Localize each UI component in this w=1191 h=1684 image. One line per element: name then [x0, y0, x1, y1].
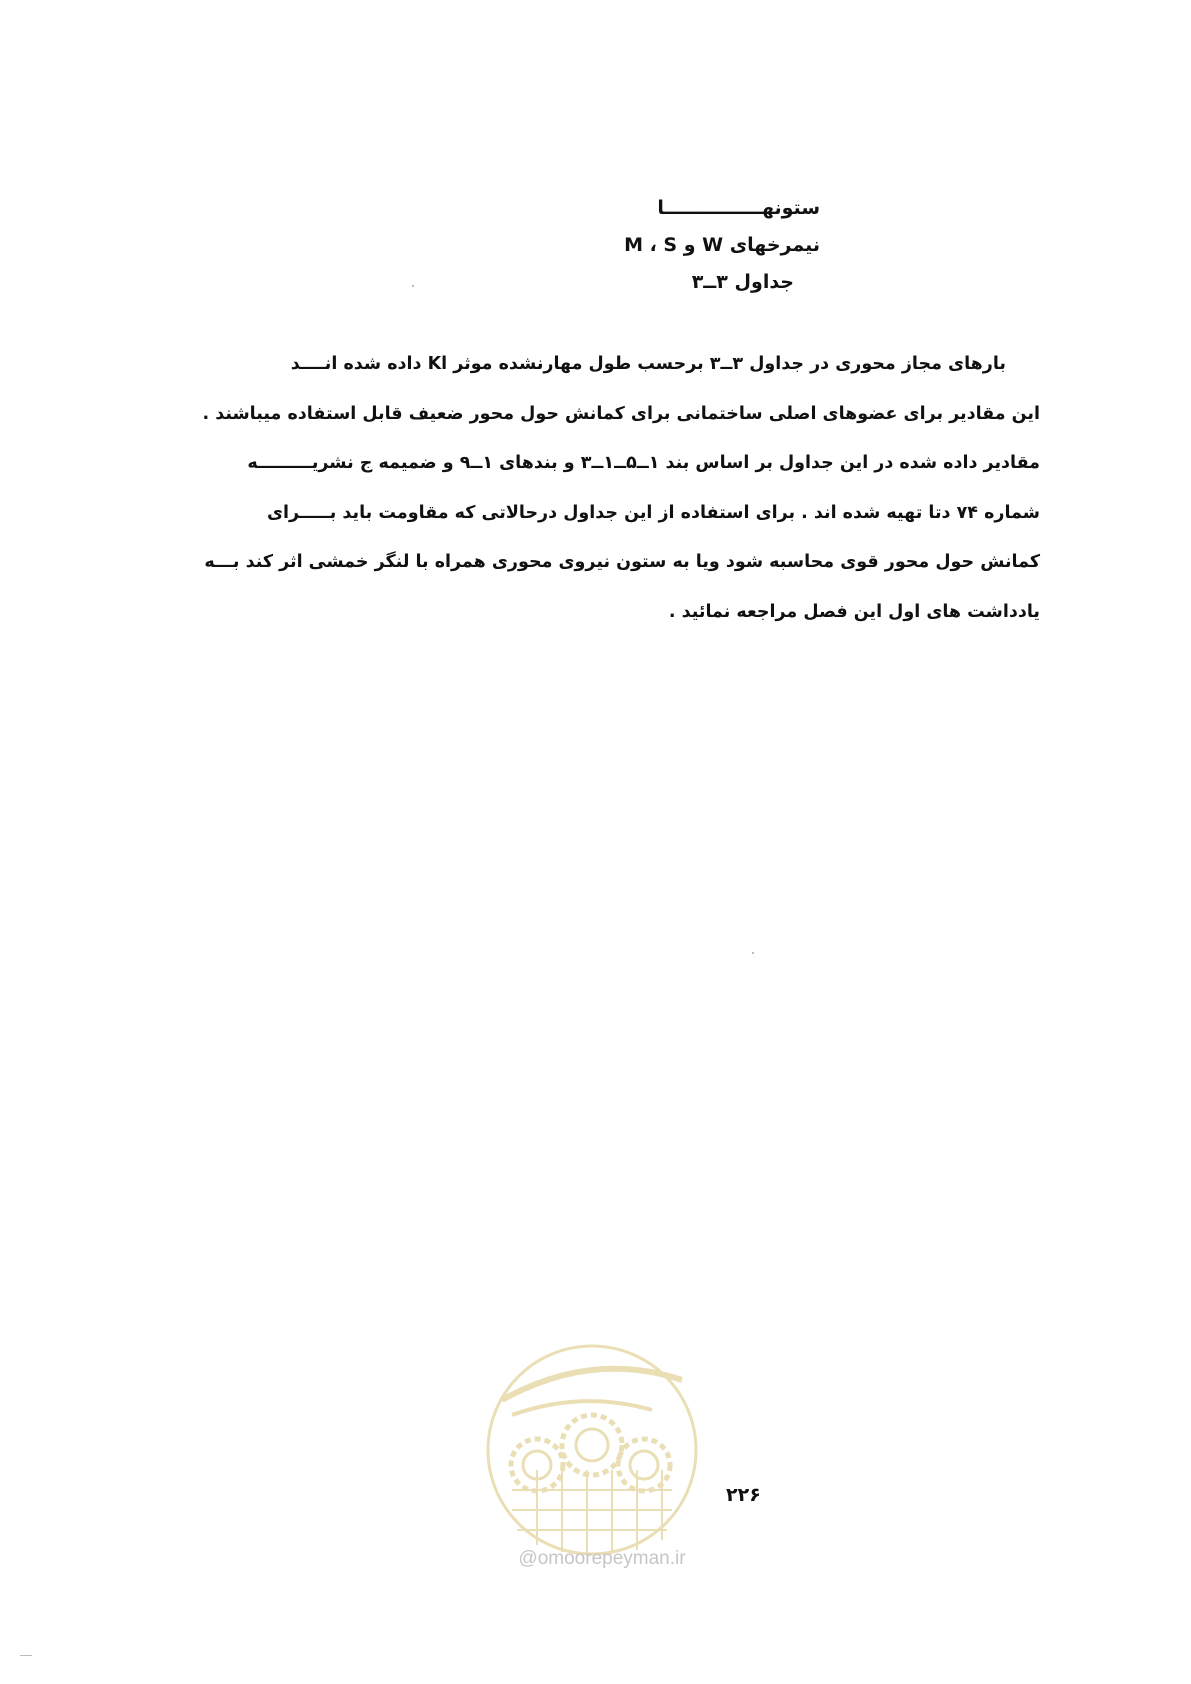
paragraph-line: کمانش حول محور قوی محاسبه شود ویا به ستون نیروی محوری همراه با لنگر خمشی اثر کند بـــه — [204, 552, 1040, 572]
heading-title: ستونهـــــــــــــــا — [657, 197, 820, 219]
paragraph-line: شماره ۷۴ دتا تهیه شده اند . برای استفاده از این جداول درحالاتی که مقاومت باید بـــــرای — [266, 502, 1040, 523]
paragraph-line: یادداشت های اول این فصل مراجعه نمائید . — [668, 601, 1040, 622]
paragraph-line: بارهای مجاز محوری در جداول ۳ــ۳ برحسب طول مهارنشده موثر Kl داده شده انــــد — [290, 354, 1006, 374]
watermark-caption: @omoorepeyman.ir — [518, 1548, 686, 1569]
body-paragraph — [202, 340, 1040, 637]
page-number: ۲۲۶ — [726, 1484, 761, 1506]
watermark-seal — [482, 1340, 702, 1560]
section-heading — [560, 190, 820, 301]
scan-speck — [20, 1655, 32, 1656]
heading-table-reference: جداول ۳ــ۳ — [691, 271, 794, 293]
heading-subtitle: نیمرخهای W و M ، S — [624, 234, 820, 256]
paragraph-line: این مقادیر برای عضوهای اصلی ساختمانی برای کمانش حول محور ضعیف قابل استفاده میباشند . — [202, 403, 1040, 424]
scan-speck — [752, 952, 754, 954]
scan-speck — [412, 285, 414, 287]
paragraph-line: مقادیر داده شده در این جداول بر اساس بند ۱ــ۵ــ۱ــ۳ و بندهای ۱ــ۹ و ضمیمه ج نشریـــــــــه — [247, 453, 1040, 473]
